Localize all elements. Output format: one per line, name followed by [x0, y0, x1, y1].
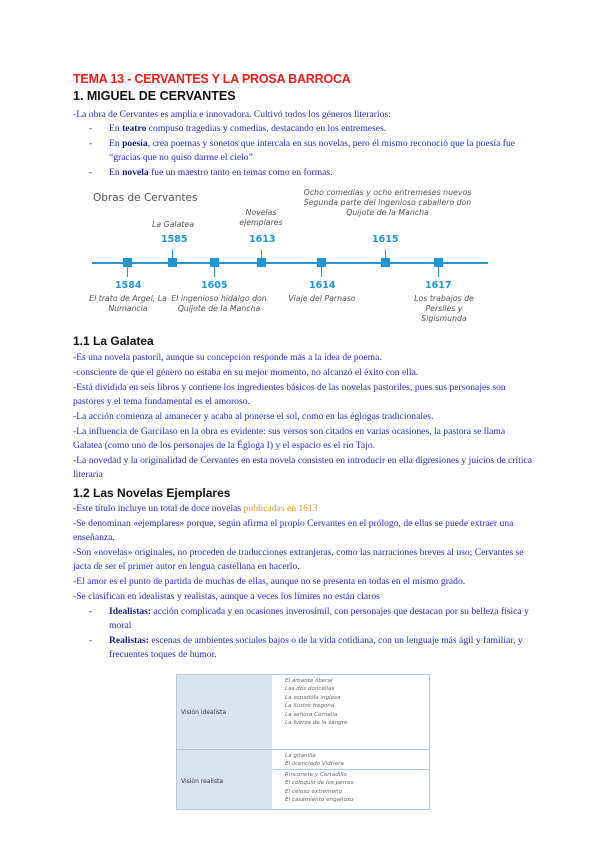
bullet-text: compuso tragedias y comedias, destacando en los entremeses.: [146, 123, 387, 134]
table-divider: [273, 769, 429, 770]
timeline-marker: [434, 258, 443, 267]
paragraph-line: -consciente de que el género no estaba en su mejor momento, no alcanzó el éxito con ella.: [73, 367, 419, 378]
bullet-novela: [89, 166, 534, 180]
bullet-keyword: teatro: [122, 123, 147, 134]
bullet-keyword: poesía: [122, 138, 148, 149]
timeline-marker: [210, 258, 219, 267]
paragraph-line: -El amor es el punto de partida de muchas de ellas, aunque no se presenta en todas en el mismo grado.: [73, 576, 466, 587]
paragraph-line: -Está dividida en seis libros y contiene los ingredientes básicos de las novelas pastoriles, pues sus personajes son pastores y el tema fundamental es el amoroso.: [73, 382, 506, 408]
table-titles-cell: [273, 677, 429, 727]
section-heading-text: 1.2 Las Novelas Ejemplares: [73, 486, 231, 500]
bullet-text: , crea poemas y sonetos que intercala en sus novelas, pero él mismo reconoció que la poesía fue “gracias que no quiso darme el cielo”: [109, 138, 516, 164]
paragraph-line: -Se clasifican en idealistas y realistas, aunque a veces los límites no están claros: [73, 591, 380, 602]
timeline-label-novelas: Novelas ejemplares: [239, 208, 283, 227]
novel-title: El celoso extremeño: [285, 788, 343, 795]
bullet-dash: -: [89, 123, 93, 134]
timeline-stem: [321, 267, 322, 277]
bullet-keyword: novela: [122, 167, 149, 178]
novel-title: El licenciado Vidriera: [285, 761, 344, 768]
bullet-keyword: Realistas:: [109, 635, 149, 646]
timeline-stem: [261, 250, 262, 258]
paragraph-text: -Este título incluye un total de doce novelas: [73, 503, 244, 514]
page-title: TEMA 13 - CERVANTES Y LA PROSA BARROCA: [73, 72, 351, 86]
timeline-label-1605: El ingenioso hidalgo don Quijote de la Mancha: [171, 294, 267, 313]
timeline-year-1585: 1585: [161, 234, 188, 245]
paragraph-line: -La influencia de Garcilaso en la obra es evidente: sus versos son citados en varias ocasiones, la pastora se llama Galatea (como uno de los personajes de la Égloga I) y el espacio es el río Tajo.: [73, 426, 506, 452]
section-heading-cervantes: 1. MIGUEL DE CERVANTES: [73, 89, 236, 103]
novel-title: La señora Cornelia: [285, 711, 338, 718]
timeline-year-1617: 1617: [425, 280, 452, 291]
bullet-poesia: [89, 137, 534, 165]
bullet-text: En: [109, 167, 123, 178]
timeline-stem: [438, 267, 439, 277]
timeline-label-galatea: La Galatea: [152, 220, 194, 229]
intro-paragraph: -La obra de Cervantes es amplia e innovadora. Cultivó todos los géneros literarios:: [73, 109, 391, 120]
table-label: Visión idealista: [181, 709, 227, 716]
novelas-table: [176, 674, 430, 810]
timeline-year-1615: 1615: [372, 234, 399, 245]
timeline-year-1613: 1613: [249, 234, 276, 245]
timeline-stem: [214, 267, 215, 277]
timeline-stem: [127, 267, 128, 277]
timeline-label-1614: Viaje del Parnaso: [288, 294, 356, 303]
bullet-dash: -: [89, 606, 93, 617]
paragraph-line: -La novedad y la originalidad de Cervantes en esta novela consisten en introducir en ella digresiones y juicios de crítica literaria: [73, 455, 533, 481]
timeline-marker: [123, 258, 132, 267]
bullet-text: escenas de ambientes sociales bajos o de la vida cotidiana, con un lenguaje más ágil y familiar, y frecuentes toques de humor.: [109, 635, 523, 661]
paragraph-line: -Se denominan «ejemplares» porque, según afirma el propio Cervantes en el prólogo, de ellas se puede extraer una enseñanza.: [73, 518, 514, 544]
section-heading-ejemplares: [73, 486, 230, 500]
timeline-marker: [257, 258, 266, 267]
section-heading-galatea: 1.1 La Galatea: [73, 334, 154, 348]
novel-title: Rinconete y Cortadillo: [285, 772, 347, 778]
bullet-keyword: Idealistas:: [109, 606, 152, 617]
bullet-text: fue un maestro tanto en temas como en formas.: [148, 167, 333, 178]
timeline-axis: [92, 262, 488, 264]
bullet-text: En: [109, 138, 123, 149]
novel-title: La española inglesa: [285, 694, 341, 701]
timeline-year-1605: 1605: [201, 280, 228, 291]
timeline-marker: [317, 258, 326, 267]
timeline-label-1615: Ocho comedias y ocho entremeses nuevos Segunda parte del ingenioso caballero don Quijote de la Mancha: [303, 188, 472, 217]
timeline-marker: [168, 258, 177, 267]
novel-title: Las dos doncellas: [285, 686, 335, 693]
highlight-text: publicadas en 1613: [243, 503, 318, 514]
timeline-label-1584: El trato de Argel, La Numancia: [89, 294, 167, 313]
bullet-idealistas: [89, 605, 534, 633]
timeline-year-1614: 1614: [309, 280, 336, 291]
table-titles-cell: [273, 771, 429, 805]
novel-title: El coloquio de los perros: [285, 780, 354, 787]
timeline-stem: [385, 250, 386, 258]
timeline-marker: [381, 258, 390, 267]
novel-title: El casamiento engañoso: [285, 797, 354, 804]
timeline-stem: [172, 250, 173, 258]
novel-title: La gitanilla: [285, 753, 316, 759]
novel-title: La ilustre fregona: [285, 703, 335, 710]
novel-title: La fuerza de la sangre: [285, 720, 348, 727]
table-label-cell: [177, 750, 272, 809]
paragraph-line: [73, 502, 533, 516]
table-label-cell: [177, 675, 272, 749]
bullet-dash: -: [89, 167, 93, 178]
novel-title: El amante liberal: [285, 678, 333, 684]
timeline-title: Obras de Cervantes: [93, 192, 198, 204]
bullet-dash: -: [89, 138, 93, 149]
timeline-year-1584: 1584: [115, 280, 142, 291]
bullet-text: En: [109, 123, 123, 134]
paragraph-line: -La acción comienza al amanecer y acaba al ponerse el sol, como en las églogas tradicionales.: [73, 411, 434, 422]
paragraph-line: -Es una novela pastoril, aunque su concepción responde más a la idea de poema.: [73, 352, 382, 363]
bullet-dash: -: [89, 635, 93, 646]
timeline-label-1617: Los trabajos de Persiles y Sigismunda: [414, 294, 474, 323]
paragraph-line: -Son «novelas» originales, no proceden de traducciones extranjeras, como las narraciones breves al uso; Cervantes se jacta de ser el primer autor en lengua castellana en hacerlo.: [73, 547, 524, 573]
bullet-teatro: [89, 122, 534, 136]
bullet-realistas: [89, 634, 534, 662]
bullet-text: acción complicada y en ocasiones inverosímil, con personajes que destacan por su belleza física y moral: [109, 606, 529, 632]
timeline-figure: [85, 184, 495, 324]
table-titles-cell: [273, 752, 429, 769]
table-label: Visión realista: [181, 778, 224, 785]
